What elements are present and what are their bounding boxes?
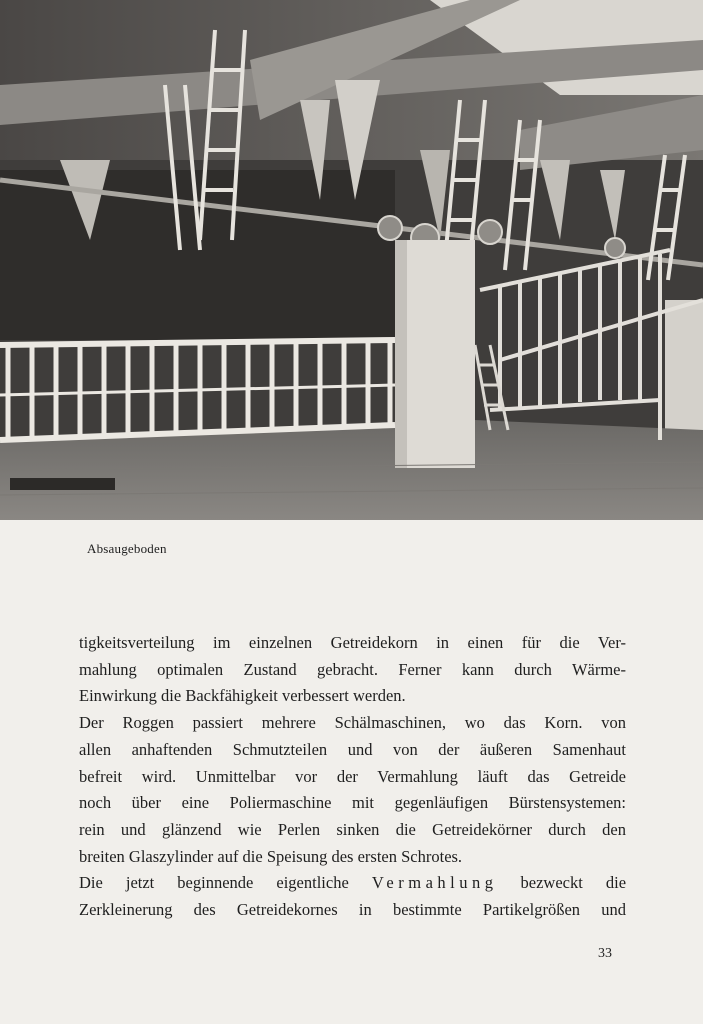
text-line: Zerkleinerung des Getreidekornes in bestimmte Partikelgrößen und: [79, 900, 626, 920]
text-line: [79, 870, 626, 897]
text-line: allen anhaftenden Schmutzteilen und von der äußeren Samenhaut: [79, 739, 626, 759]
body-text: [79, 630, 626, 924]
emphasized-term: Vermahlung: [371, 873, 498, 893]
text-segment: Die jetzt beginnende eigentliche: [79, 873, 349, 893]
text-line: Der Roggen passiert mehrere Schälmaschinen, wo das Korn. von: [79, 713, 626, 733]
text-line: Einwirkung die Backfähigkeit verbessert werden.: [79, 686, 406, 706]
text-line: breiten Glaszylinder auf die Speisung des ersten Schrotes.: [79, 846, 463, 866]
photo-caption: Absaugeboden: [87, 541, 167, 556]
text-segment: bezweckt die: [520, 873, 627, 893]
text-line: noch über eine Poliermaschine mit gegenläufigen Bürstensystemen:: [79, 793, 626, 813]
text-line: mahlung optimalen Zustand gebracht. Ferner kann durch Wärme-: [79, 659, 626, 679]
page-number: 33: [598, 946, 612, 961]
text-line: tigkeitsverteilung im einzelnen Getreidekorn in einen für die Ver-: [79, 633, 626, 652]
text-line: befreit wird. Unmittelbar vor der Vermahlung läuft das Getreide: [79, 766, 626, 786]
text-line: rein und glänzend wie Perlen sinken die Getreidekörner durch den: [79, 819, 626, 839]
